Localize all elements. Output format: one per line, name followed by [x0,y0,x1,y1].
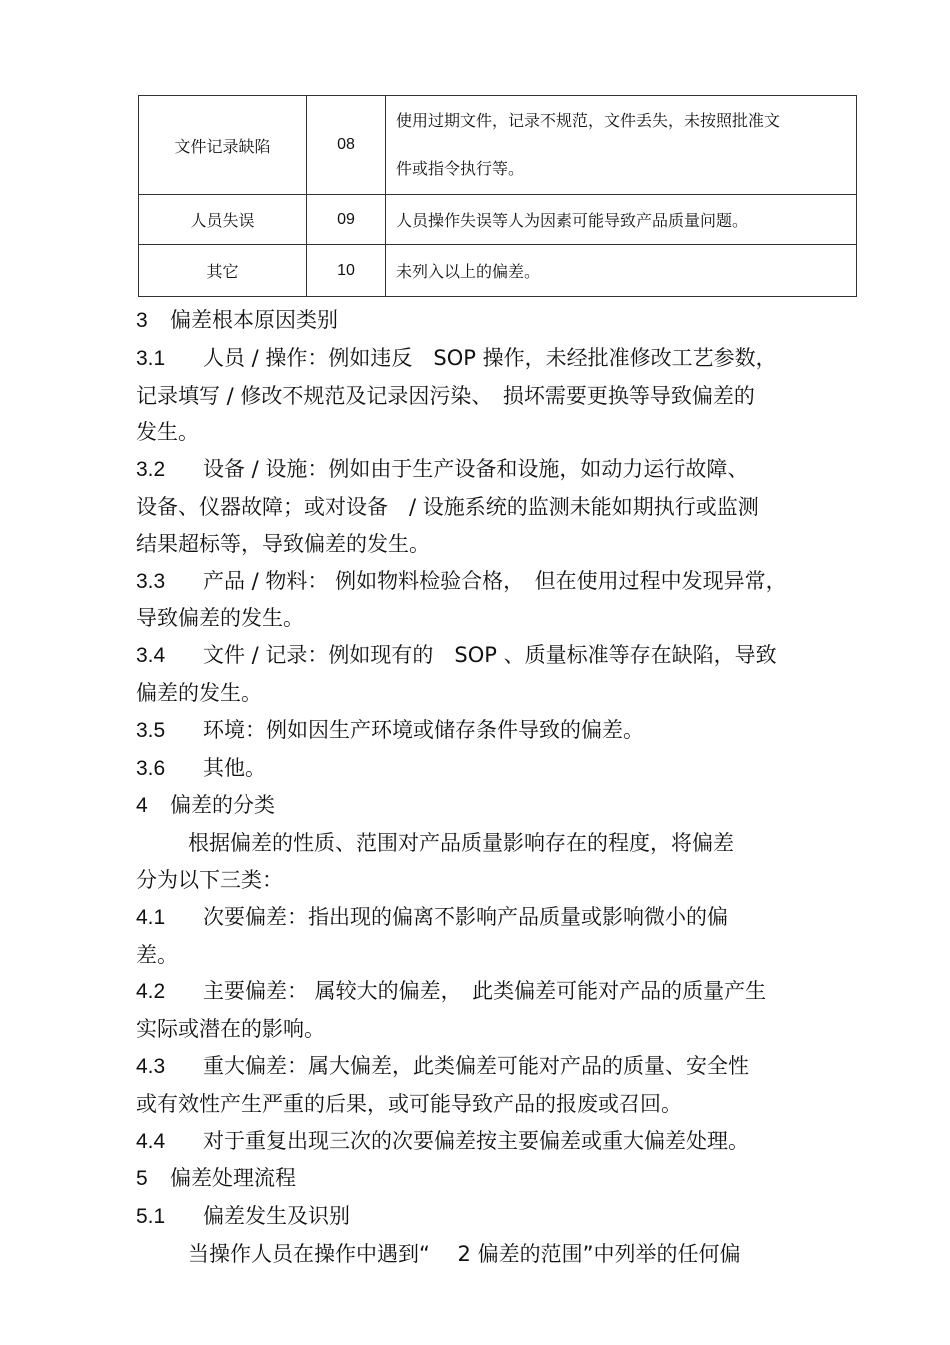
paragraph-3-2 [136,451,836,489]
description-line: 使用过期文件，记录不规范，文件丢失，未按照批准文 [396,111,781,130]
paragraph-line: 环境：例如因生产环境或储存条件导致的偏差。 [203,717,644,742]
description-cell: 未列入以上的偏差。 [386,245,857,297]
paragraph-line: 对于重复出现三次的次要偏差按主要偏差或重大偏差处理。 [203,1128,749,1153]
section-number: 4.3 [136,1054,166,1078]
paragraph-3-5 [136,712,836,750]
paragraph-3-3 [136,563,836,601]
category-cell: 文件记录缺陷 [139,96,307,195]
paragraph-3-1 [136,340,836,378]
section-number: 4.2 [136,980,166,1004]
code-cell: 10 [307,245,386,297]
description-cell: 人员操作失误等人为因素可能导致产品质量问题。 [386,195,857,245]
paragraph-3-6 [136,750,836,788]
paragraph-line: 文件 / 记录：例如现有的 SOP 、质量标准等存在缺陷，导致 [203,643,777,668]
paragraph-line: 次要偏差：指出现的偏离不影响产品质量或影响微小的偏 [203,904,728,929]
paragraph-5-1 [136,1198,836,1236]
paragraph-line: 偏差的发生。 [136,680,262,705]
section-number: 3.6 [136,756,166,780]
section-title: 偏差根本原因类别 [170,308,338,332]
section-title: 偏差的分类 [170,793,275,818]
paragraph-line: 产品 / 物料： 例如物料检验合格， 但在使用过程中发现异常， [203,568,787,593]
deviation-category-table [138,95,857,297]
paragraph-line: 差。 [136,942,178,967]
section-heading-3 [136,302,836,340]
category-cell: 其它 [139,245,307,297]
paragraph-line: 重大偏差：属大偏差，此类偏差可能对产品的质量、安全性 [203,1053,749,1078]
paragraph-line: 实际或潜在的影响。 [136,1017,325,1042]
section-number: 5 [136,1167,148,1191]
paragraph-line: 发生。 [136,420,199,445]
paragraph-line: 人员 / 操作：例如违反 SOP 操作，未经批准修改工艺参数， [203,345,777,370]
section-number: 3.4 [136,644,166,668]
section-number: 3.2 [136,458,166,482]
description-cell [386,96,857,195]
section-number: 4 [136,794,148,818]
section-number: 4.4 [136,1129,166,1153]
paragraph-line: 记录填写 / 修改不规范及记录因污染、 损坏需要更换等导致偏差的 [136,383,755,408]
paragraph-line: 偏差发生及识别 [203,1204,350,1229]
paragraph-line: 设备 / 设施：例如由于生产设备和设施，如动力运行故障、 [203,457,749,482]
section-number: 5.1 [136,1205,166,1229]
paragraph-4-2 [136,973,836,1011]
paragraph-line: 当操作人员在操作中遇到“ 2 偏差的范围”中列举的任何偏 [188,1241,741,1266]
category-cell: 人员失误 [139,195,307,245]
paragraph-line: 根据偏差的性质、范围对产品质量影响存在的程度，将偏差 [188,831,734,856]
table-row [139,195,857,245]
document-body [136,302,836,1273]
paragraph-line: 主要偏差： 属较大的偏差， 此类偏差可能对产品的质量产生 [203,979,767,1004]
paragraph-line: 结果超标等，导致偏差的发生。 [136,531,430,556]
code-cell: 08 [307,96,386,195]
section-number: 3.3 [136,569,166,593]
table-row [139,96,857,195]
paragraph-line: 其他。 [203,755,266,780]
section-number: 3.1 [136,346,166,370]
section-heading-4 [136,787,836,825]
section-heading-5 [136,1160,836,1198]
paragraph-line: 设备、仪器故障；或对设备 / 设施系统的监测未能如期执行或监测 [136,494,759,519]
paragraph-line: 分为以下三类： [136,867,283,892]
section-number: 3 [136,309,148,332]
paragraph-3-4 [136,637,836,675]
paragraph-4-1 [136,899,836,937]
table-row [139,245,857,297]
code-cell: 09 [307,195,386,245]
section-title: 偏差处理流程 [170,1166,296,1191]
section-number: 3.5 [136,718,166,742]
paragraph-line: 导致偏差的发生。 [136,606,304,631]
paragraph-line: 或有效性产生严重的后果，或可能导致产品的报废或召回。 [136,1091,682,1116]
paragraph-4-3 [136,1048,836,1086]
paragraph-4-4 [136,1123,836,1161]
section-number: 4.1 [136,905,166,929]
description-line: 件或指令执行等。 [396,159,525,178]
